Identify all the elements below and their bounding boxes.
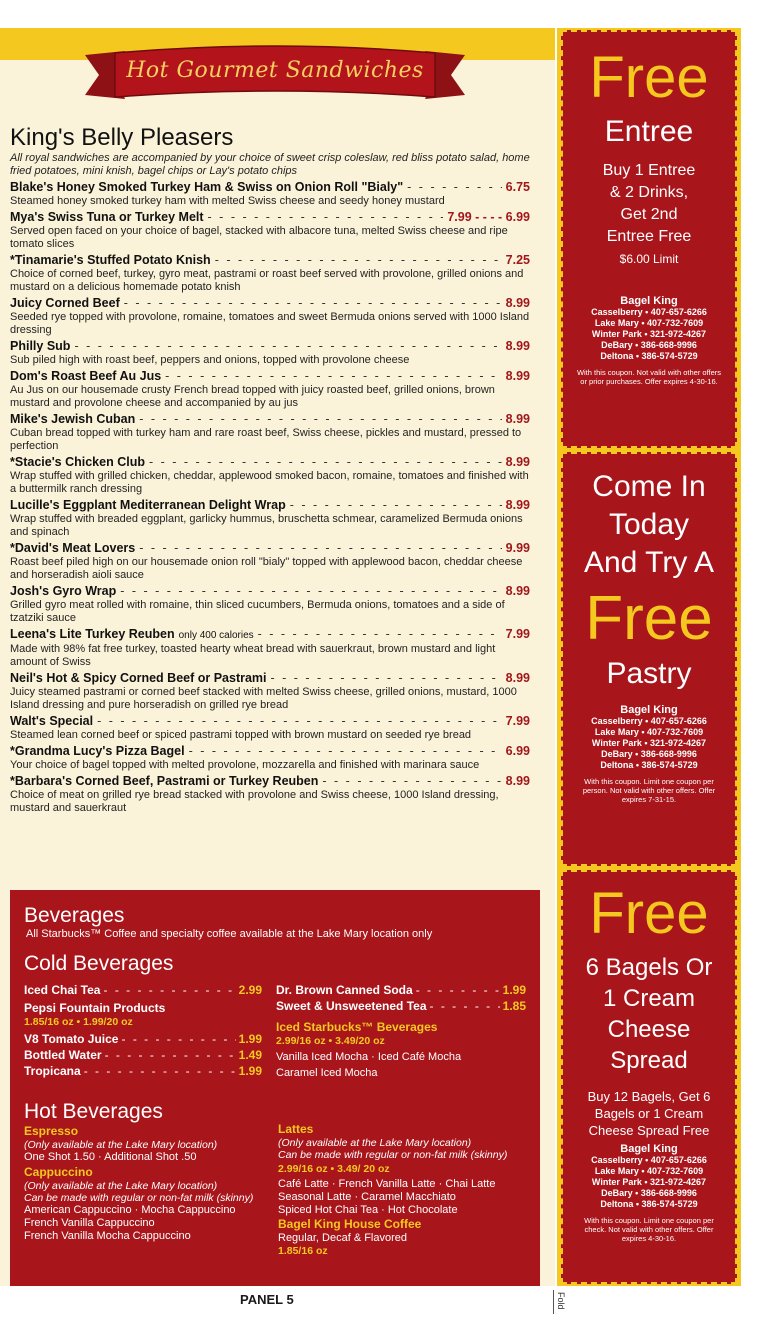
- lattes-title: Lattes: [278, 1122, 314, 1136]
- sandwich-menu-list: [10, 180, 530, 817]
- leader-dots: [139, 541, 501, 556]
- menu-item-name: Philly Sub: [10, 339, 71, 353]
- menu-item-price: 8.99: [505, 412, 530, 426]
- menu-item-name: Dom's Roast Beef Au Jus: [10, 369, 162, 383]
- menu-item-description: Seeded rye topped with provolone, romaine, tomatoes and sweet Bermuda onions served with 1000 Island dressing: [10, 311, 530, 336]
- beverage-line: [24, 1063, 262, 1079]
- coupon-line: Buy 1 Entree: [602, 162, 696, 179]
- coupon-line: Get 2nd: [620, 206, 678, 223]
- menu-item-name: *David's Meat Lovers: [10, 541, 136, 555]
- hot-beverages-left: [24, 1124, 274, 1243]
- menu-item-price: 8.99: [505, 671, 530, 685]
- menu-item-description: Grilled gyro meat rolled with romaine, thin sliced cucumbers, Bermuda onions, tomatoes and a side of tzatziki sauce: [10, 599, 505, 624]
- menu-item-description: Choice of meat on grilled rye bread stacked with provolone and Swiss cheese, 1000 Island dressing, mustard and sauerkraut: [10, 789, 499, 814]
- menu-item-name: Walt's Special: [10, 714, 94, 728]
- menu-item-price: 8.99: [505, 296, 530, 310]
- beverage-price: 1.49: [238, 1048, 262, 1062]
- menu-item-header: [10, 253, 530, 268]
- cappuccino-title: Cappuccino: [24, 1165, 93, 1179]
- leader-dots: [215, 253, 502, 268]
- beverage-line: [24, 1031, 262, 1047]
- menu-item-price: 8.99: [505, 584, 530, 598]
- beverage-price: 2.99: [238, 983, 262, 997]
- menu-item-price: 6.99: [505, 744, 530, 758]
- menu-item: [10, 412, 530, 453]
- menu-item-header: [10, 714, 530, 729]
- menu-item-price: 7.99: [505, 714, 530, 728]
- coupon-shop-name: Bagel King: [620, 704, 678, 716]
- menu-item-header: [10, 774, 530, 789]
- coupon-line: Buy 12 Bagels, Get 6: [587, 1089, 711, 1104]
- coupon-free-heading: Free: [589, 881, 709, 946]
- panel-label: PANEL 5: [240, 1292, 294, 1307]
- menu-item-description: Wrap stuffed with grilled chicken, cheddar, applewood smoked bacon, romaine, tomatoes and finished with a buttermilk ranch dressing: [10, 470, 529, 495]
- menu-item-name: Mya's Swiss Tuna or Turkey Melt: [10, 210, 204, 224]
- beverage-line: [276, 998, 526, 1014]
- beverage-price: 1.99: [238, 1064, 262, 1078]
- menu-item: [10, 369, 530, 410]
- menu-item-header: [10, 455, 530, 470]
- coupon-limit: $6.00 Limit: [619, 252, 679, 266]
- leader-dots: [124, 296, 502, 311]
- menu-item-price: 8.99: [505, 498, 530, 512]
- section-banner-title: Hot Gourmet Sandwiches: [126, 58, 424, 83]
- leader-dots: [139, 412, 501, 427]
- coupon-location: DeBary • 386-668-9996: [601, 340, 697, 350]
- cappuccino-note: (Only available at the Lake Mary location): [24, 1180, 218, 1192]
- coupon-location: Casselberry • 407-657-6266: [591, 1155, 707, 1165]
- coupon-location: Winter Park • 321-972-4267: [591, 738, 707, 748]
- menu-item: [10, 671, 530, 712]
- beverage-name: Pepsi Fountain Products: [24, 1001, 166, 1015]
- menu-item: [10, 774, 530, 815]
- house-coffee-line: Regular, Decaf & Flavored: [278, 1232, 408, 1244]
- beverage-name: Dr. Brown Canned Soda: [276, 983, 413, 997]
- menu-item-name: Leena's Lite Turkey Reuben: [10, 627, 175, 641]
- coupon-intro-line: Come In: [592, 470, 706, 503]
- section-title: King's Belly Pleasers: [10, 124, 234, 151]
- menu-item: [10, 339, 530, 367]
- coupon-fine-print: With this coupon. Limit one coupon per person. Not valid with other offers. Offer expires 7-31-15.: [582, 777, 716, 804]
- iced-starbucks-line: Vanilla Iced Mocha · Iced Café Mocha: [276, 1051, 462, 1063]
- menu-item-header: [10, 671, 530, 686]
- menu-item-name: *Barbara's Corned Beef, Pastrami or Turkey Reuben: [10, 774, 319, 788]
- coupon-headline-line: 6 Bagels Or: [585, 954, 713, 981]
- menu-item-name: *Grandma Lucy's Pizza Bagel: [10, 744, 185, 758]
- beverages-title: Beverages: [24, 904, 125, 927]
- menu-item-price: 6.75: [505, 180, 530, 194]
- menu-item: [10, 180, 530, 208]
- espresso-title: Espresso: [24, 1124, 79, 1138]
- menu-item: [10, 253, 530, 294]
- menu-item-header: [10, 369, 530, 384]
- menu-item: [10, 498, 530, 539]
- menu-item-header: [10, 584, 530, 599]
- coupon-intro-line: And Try A: [583, 546, 715, 579]
- menu-item-header: [10, 744, 530, 759]
- menu-item: [10, 627, 530, 669]
- lattes-line: Spiced Hot Chai Tea · Hot Chocolate: [278, 1204, 458, 1216]
- menu-item-price: 7.99 - - - - 6.99: [447, 210, 530, 224]
- cold-beverages-right: [276, 982, 526, 1080]
- coupon-shop-name: Bagel King: [620, 1143, 678, 1155]
- menu-item: [10, 210, 530, 251]
- coupon-line: & 2 Drinks,: [609, 184, 689, 201]
- leader-dots: [149, 455, 502, 470]
- coupon-location: Lake Mary • 407-732-7609: [594, 727, 704, 737]
- menu-item: [10, 714, 530, 742]
- leader-dots: [258, 627, 502, 642]
- lattes-line: Seasonal Latte · Caramel Macchiato: [278, 1191, 456, 1203]
- menu-item-description: Your choice of bagel topped with melted provolone, mozzarella and finished with marinara sauce: [10, 759, 480, 771]
- beverage-line: [24, 982, 262, 998]
- leader-dots: [165, 369, 502, 384]
- coupon-line: Entree Free: [606, 228, 692, 245]
- menu-item: [10, 541, 530, 582]
- menu-item-name: *Stacie's Chicken Club: [10, 455, 145, 469]
- coupon-fine-print: With this coupon. Not valid with other offers or prior purchases. Offer expires 4-30-16.: [576, 368, 722, 386]
- menu-item-header: [10, 210, 530, 225]
- menu-item-name: Mike's Jewish Cuban: [10, 412, 136, 426]
- coupon-intro-line: Today: [608, 508, 690, 541]
- section-subtitle: All royal sandwiches are accompanied by your choice of sweet crisp coleslaw, red bliss potato salad, home fried potatoes, mini knish, bagel chips or Lay's potato chips: [10, 152, 530, 177]
- coupon-shop-name: Bagel King: [620, 295, 678, 307]
- menu-item-description: Choice of corned beef, turkey, gyro meat, pastrami or roast beef served with provolone, grilled onions and mustard on a delicious homemade potato knish: [10, 268, 524, 293]
- iced-starbucks-sizes: 2.99/16 oz • 3.49/20 oz: [276, 1035, 385, 1047]
- coupon-location: DeBary • 386-668-9996: [601, 1188, 697, 1198]
- menu-item-description: Made with 98% fat free turkey, toasted hearty wheat bread with sauerkraut, brown mustard and light amount of Swiss: [10, 643, 496, 668]
- beverage-line: [24, 1000, 262, 1016]
- menu-item: [10, 584, 530, 625]
- menu-item-price: 9.99: [505, 541, 530, 555]
- cappuccino-line: American Cappuccino · Mocha Cappuccino: [24, 1204, 236, 1216]
- coupon-headline: Entree: [604, 115, 694, 148]
- leader-dots: [120, 584, 501, 599]
- coupon-headline-line: Cheese: [607, 1016, 691, 1043]
- coupon-headline: Pastry: [606, 657, 692, 690]
- coupon-line: Cheese Spread Free: [588, 1123, 710, 1138]
- leader-dots: [74, 339, 501, 354]
- beverage-line: [24, 1047, 262, 1063]
- cold-beverages-title: Cold Beverages: [24, 952, 174, 975]
- house-coffee-title: Bagel King House Coffee: [278, 1217, 422, 1231]
- espresso-line: One Shot 1.50 · Additional Shot .50: [24, 1151, 197, 1163]
- coupon-location: Winter Park • 321-972-4267: [591, 329, 707, 339]
- menu-item-name: Lucille's Eggplant Mediterranean Delight Wrap: [10, 498, 286, 512]
- coupon-headline-line: 1 Cream: [602, 985, 696, 1012]
- cappuccino-line: French Vanilla Mocha Cappuccino: [24, 1230, 191, 1242]
- menu-item-price: 8.99: [505, 774, 530, 788]
- hot-beverages-right: [278, 1122, 528, 1258]
- menu-item: [10, 455, 530, 496]
- menu-item-header: [10, 296, 530, 311]
- menu-item-name: Josh's Gyro Wrap: [10, 584, 117, 598]
- menu-item-header: [10, 180, 530, 195]
- menu-item-description: Wrap stuffed with breaded eggplant, garlicky hummus, bruschetta schmear, caramelized Bermuda onions and spinach: [10, 513, 523, 538]
- coupon-location: Deltona • 386-574-5729: [600, 760, 698, 770]
- menu-item: [10, 744, 530, 772]
- beverages-section: [10, 890, 540, 1286]
- menu-item-header: [10, 412, 530, 427]
- menu-item-description: Juicy steamed pastrami or corned beef stacked with melted Swiss cheese, grilled onions, mustard, 1000 Island dressing and pure horseradish on grilled rye bread: [10, 686, 517, 711]
- coupon-free-entree[interactable]: [561, 30, 737, 448]
- menu-item-description: Steamed lean corned beef or spiced pastrami topped with brown mustard on seeded rye bread: [10, 729, 472, 741]
- menu-item-price: 7.99: [505, 627, 530, 641]
- menu-item-header: [10, 541, 530, 556]
- coupon-location: Casselberry • 407-657-6266: [591, 716, 707, 726]
- hot-beverages-title: Hot Beverages: [24, 1100, 163, 1123]
- coupon-free-heading: Free: [589, 45, 709, 110]
- coupon-location: Deltona • 386-574-5729: [600, 351, 698, 361]
- leader-dots: [407, 180, 501, 195]
- cappuccino-line: French Vanilla Cappuccino: [24, 1217, 155, 1229]
- menu-item-header: [10, 498, 530, 513]
- menu-item-description: Au Jus on our housemade crusty French bread topped with juicy roasted beef, grilled onions, brown mustard and provolone cheese and accompanied by au jus: [10, 384, 495, 409]
- menu-item-description: Served open faced on your choice of bagel, stacked with albacore tuna, melted Swiss cheese and ripe tomato slices: [10, 225, 508, 250]
- menu-item-description: Sub piled high with roast beef, peppers and onions, topped with provolone cheese: [10, 354, 410, 366]
- fold-line: [553, 1290, 554, 1314]
- menu-item-header: [10, 627, 530, 643]
- menu-item-note: only 400 calories: [178, 630, 254, 641]
- menu-item-price: 8.99: [505, 369, 530, 383]
- espresso-note: (Only available at the Lake Mary location): [24, 1139, 218, 1151]
- menu-item-name: *Tinamarie's Stuffed Potato Knish: [10, 253, 211, 267]
- menu-item-description: Roast beef piled high on our housemade onion roll "bialy" topped with applewood bacon, cheddar cheese and horseradish aioli sauce: [10, 556, 523, 581]
- iced-starbucks-title: Iced Starbucks™ Beverages: [276, 1020, 438, 1034]
- coupon-location: Lake Mary • 407-732-7609: [594, 318, 704, 328]
- leader-dots: [271, 671, 502, 686]
- coupon-headline-line: Spread: [610, 1047, 688, 1074]
- beverage-name: Sweet & Unsweetened Tea: [276, 999, 427, 1013]
- beverage-name: V8 Tomato Juice: [24, 1032, 119, 1046]
- beverage-name: Tropicana: [24, 1064, 81, 1078]
- coupon-location: Lake Mary • 407-732-7609: [594, 1166, 704, 1176]
- menu-item-name: Blake's Honey Smoked Turkey Ham & Swiss on Onion Roll "Bialy": [10, 180, 404, 194]
- lattes-note: (Only available at the Lake Mary location): [278, 1137, 472, 1149]
- leader-dots: [322, 774, 501, 789]
- menu-item-name: Neil's Hot & Spicy Corned Beef or Pastrami: [10, 671, 267, 685]
- leader-dots: [290, 498, 502, 513]
- fold-label: Fold: [556, 1292, 566, 1310]
- lattes-sizes: 2.99/16 oz • 3.49/ 20 oz: [278, 1163, 390, 1175]
- lattes-line: Café Latte · French Vanilla Latte · Chai Latte: [278, 1178, 496, 1190]
- menu-item-name: Juicy Corned Beef: [10, 296, 120, 310]
- menu-item: [10, 296, 530, 337]
- coupon-free-bagels[interactable]: [561, 870, 737, 1284]
- coupon-location: Deltona • 386-574-5729: [600, 1199, 698, 1209]
- beverage-price: 1.99: [502, 983, 526, 997]
- house-coffee-size: 1.85/16 oz: [278, 1245, 328, 1257]
- coupon-location: DeBary • 386-668-9996: [601, 749, 697, 759]
- beverage-price: 1.85: [502, 999, 526, 1013]
- menu-item-price: 7.25: [505, 253, 530, 267]
- coupon-column: [557, 28, 741, 1286]
- menu-item-description: Cuban bread topped with turkey ham and rare roast beef, Swiss cheese, pickles and mustard, pressed to perfection: [10, 427, 522, 452]
- beverage-name: Bottled Water: [24, 1048, 102, 1062]
- coupon-free-pastry[interactable]: [561, 452, 737, 866]
- menu-item-price: 8.99: [505, 339, 530, 353]
- menu-item-description: Steamed honey smoked turkey ham with melted Swiss cheese and seedy honey mustard: [10, 195, 445, 207]
- leader-dots: [208, 210, 444, 225]
- leader-dots: [189, 744, 502, 759]
- coupon-location: Winter Park • 321-972-4267: [591, 1177, 707, 1187]
- coupon-fine-print: With this coupon. Limit one coupon per check. Not valid with other offers. Offer expires 4-30-16.: [584, 1216, 714, 1243]
- cold-beverages-left: [24, 982, 262, 1079]
- menu-item-header: [10, 339, 530, 354]
- coupon-free-heading: Free: [585, 584, 713, 653]
- coupon-line: Bagels or 1 Cream: [594, 1106, 704, 1121]
- iced-starbucks-line: Caramel Iced Mocha: [276, 1067, 378, 1079]
- pepsi-sizes: 1.85/16 oz • 1.99/20 oz: [24, 1016, 133, 1028]
- beverage-line: [276, 982, 526, 998]
- leader-dots: [97, 714, 502, 729]
- menu-item-price: 8.99: [505, 455, 530, 469]
- lattes-note: Can be made with regular or non-fat milk (skinny): [278, 1149, 508, 1161]
- beverages-subtitle: All Starbucks™ Coffee and specialty coffee available at the Lake Mary location only: [26, 928, 433, 940]
- cappuccino-note: Can be made with regular or non-fat milk (skinny): [24, 1192, 254, 1204]
- beverage-name: Iced Chai Tea: [24, 983, 101, 997]
- coupon-location: Casselberry • 407-657-6266: [591, 307, 707, 317]
- beverage-price: 1.99: [238, 1032, 262, 1046]
